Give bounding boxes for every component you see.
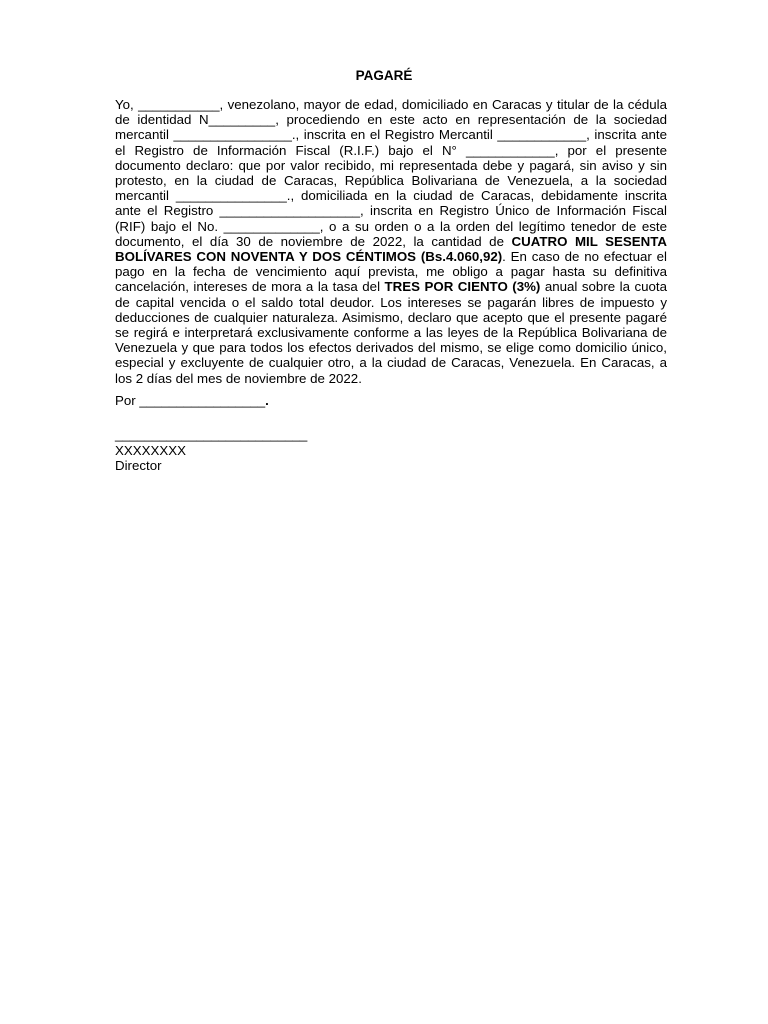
document-title: PAGARÉ [355,68,413,83]
por-blank: _________________ [139,393,266,408]
amount-in-words: CUATRO MIL SESENTA BOLÍVARES CON NOVENTA Y DOS CÉNTIMOS (Bs.4.060,92) [115,233,667,265]
por-period: . [265,393,269,408]
interest-rate: TRES POR CIENTO (3%) [384,279,541,295]
por-label: Por [115,393,136,408]
body-text-part-2: . En caso de no efectuar el pago en la fecha de vencimiento aquí prevista, me obligo a pagar hasta su definitiva cancelación, intereses de mora a la tasa del [115,249,667,295]
body-text-part-3: anual sobre la cuota de capital vencida o el saldo total deudor. Los intereses se pagarán libres de impuesto y deducciones de cualquier naturaleza. Asimismo, declaro que acepto que el presente pagaré se regirá e interpretará exclusivamente conforme a las leyes de la República Bolivariana de Venezuela y que para todos los efectos derivados del mismo, se elige como domicilio único, especial y excluyente de cualquier otro, a la ciudad de Caracas, Venezuela. En Caracas, a los 2 días del mes de noviembre de 2022. [115,279,668,386]
signature-line: __________________________ [115,427,308,442]
body-paragraph [115,97,667,386]
por-line [115,393,269,409]
signatory-role: Director [115,458,162,473]
promissory-note-body [115,97,667,386]
signatory-name: XXXXXXXX [115,443,186,458]
body-text-part-1: Yo, ___________, venezolano, mayor de edad, domiciliado en Caracas y titular de la cédula de identidad N_________, procediendo en este acto en representación de la sociedad mercantil ________________., inscrita en el Registro Mercantil ____________, inscrita ante el Registro de Información Fiscal (R.I.F.) bajo el N° ____________, por el presente documento declaro: que por valor recibido, mi representada debe y pagará, sin aviso y sin protesto, en la ciudad de Caracas, República Bolivariana de Venezuela, a la sociedad mercantil _______________., domiciliada en la ciudad de Caracas, debidamente inscrita ante el Registro ___________________, inscrita en Registro Único de Información Fiscal (RIF) bajo el No. _____________, o a su orden o a la orden del legítimo tenedor de este documento, el día 30 de noviembre de 2022, la cantidad de [115,97,667,249]
